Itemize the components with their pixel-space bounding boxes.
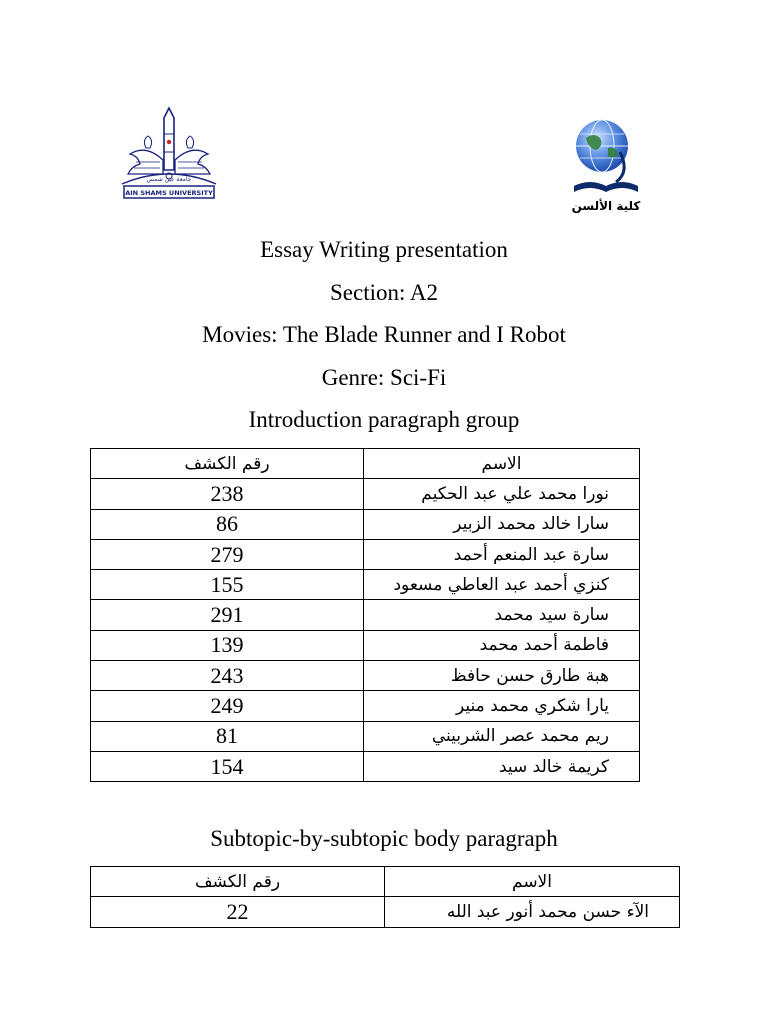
group2-heading: Subtopic-by-subtopic body paragraph [210,826,558,851]
table-header-row [91,867,680,897]
student-name: سارة سيد محمد [364,600,640,630]
student-name: كنزي أحمد عبد العاطي مسعود [364,570,640,600]
column-header-name: الاسم [364,449,640,479]
column-header-number: رقم الكشف [91,867,385,897]
student-number: 155 [91,570,364,600]
column-header-name: الاسم [385,867,680,897]
student-number: 81 [91,721,364,751]
student-number: 291 [91,600,364,630]
student-number: 22 [91,897,385,927]
student-name: فاطمة أحمد محمد [364,630,640,660]
table-row [91,509,640,539]
presentation-title: Essay Writing presentation [260,237,508,262]
student-number: 249 [91,691,364,721]
table-row [91,630,640,660]
table-row [91,661,640,691]
table-row [91,751,640,781]
table-row [91,570,640,600]
table-row [91,600,640,630]
student-name: سارا خالد محمد الزبير [364,509,640,539]
column-header-number: رقم الكشف [91,449,364,479]
student-name: يارا شكري محمد منير [364,691,640,721]
table-header-row [91,449,640,479]
student-number: 154 [91,751,364,781]
faculty-of-alsun-logo [568,112,644,216]
student-number: 139 [91,630,364,660]
logo-right-caption: كلية الألسن [571,199,641,213]
table-row [91,721,640,751]
introduction-group-table [90,448,640,782]
student-number: 243 [91,661,364,691]
student-name: نورا محمد علي عبد الحكيم [364,479,640,509]
movies-label: Movies: The Blade Runner and I Robot [202,322,566,347]
table-row [91,897,680,927]
student-name: سارة عبد المنعم أحمد [364,539,640,569]
student-name: ريم محمد عصر الشربيني [364,721,640,751]
student-name: الآء حسن محمد أنور عبد الله [385,897,680,927]
student-number: 86 [91,509,364,539]
section-label: Section: A2 [330,280,438,305]
table-row [91,539,640,569]
student-number: 238 [91,479,364,509]
student-number: 279 [91,539,364,569]
logo-left-caption: AIN SHAMS UNIVERSITY [125,189,213,197]
body-paragraph-group-table [90,866,680,928]
student-name: كريمة خالد سيد [364,751,640,781]
ain-shams-university-logo [116,104,222,204]
logo-left-arabic: جامعة عين شمس [146,176,192,183]
genre-label: Genre: Sci-Fi [321,365,447,390]
group1-heading: Introduction paragraph group [248,407,520,432]
table-row [91,479,640,509]
table-row [91,691,640,721]
student-name: هبة طارق حسن حافظ [364,661,640,691]
